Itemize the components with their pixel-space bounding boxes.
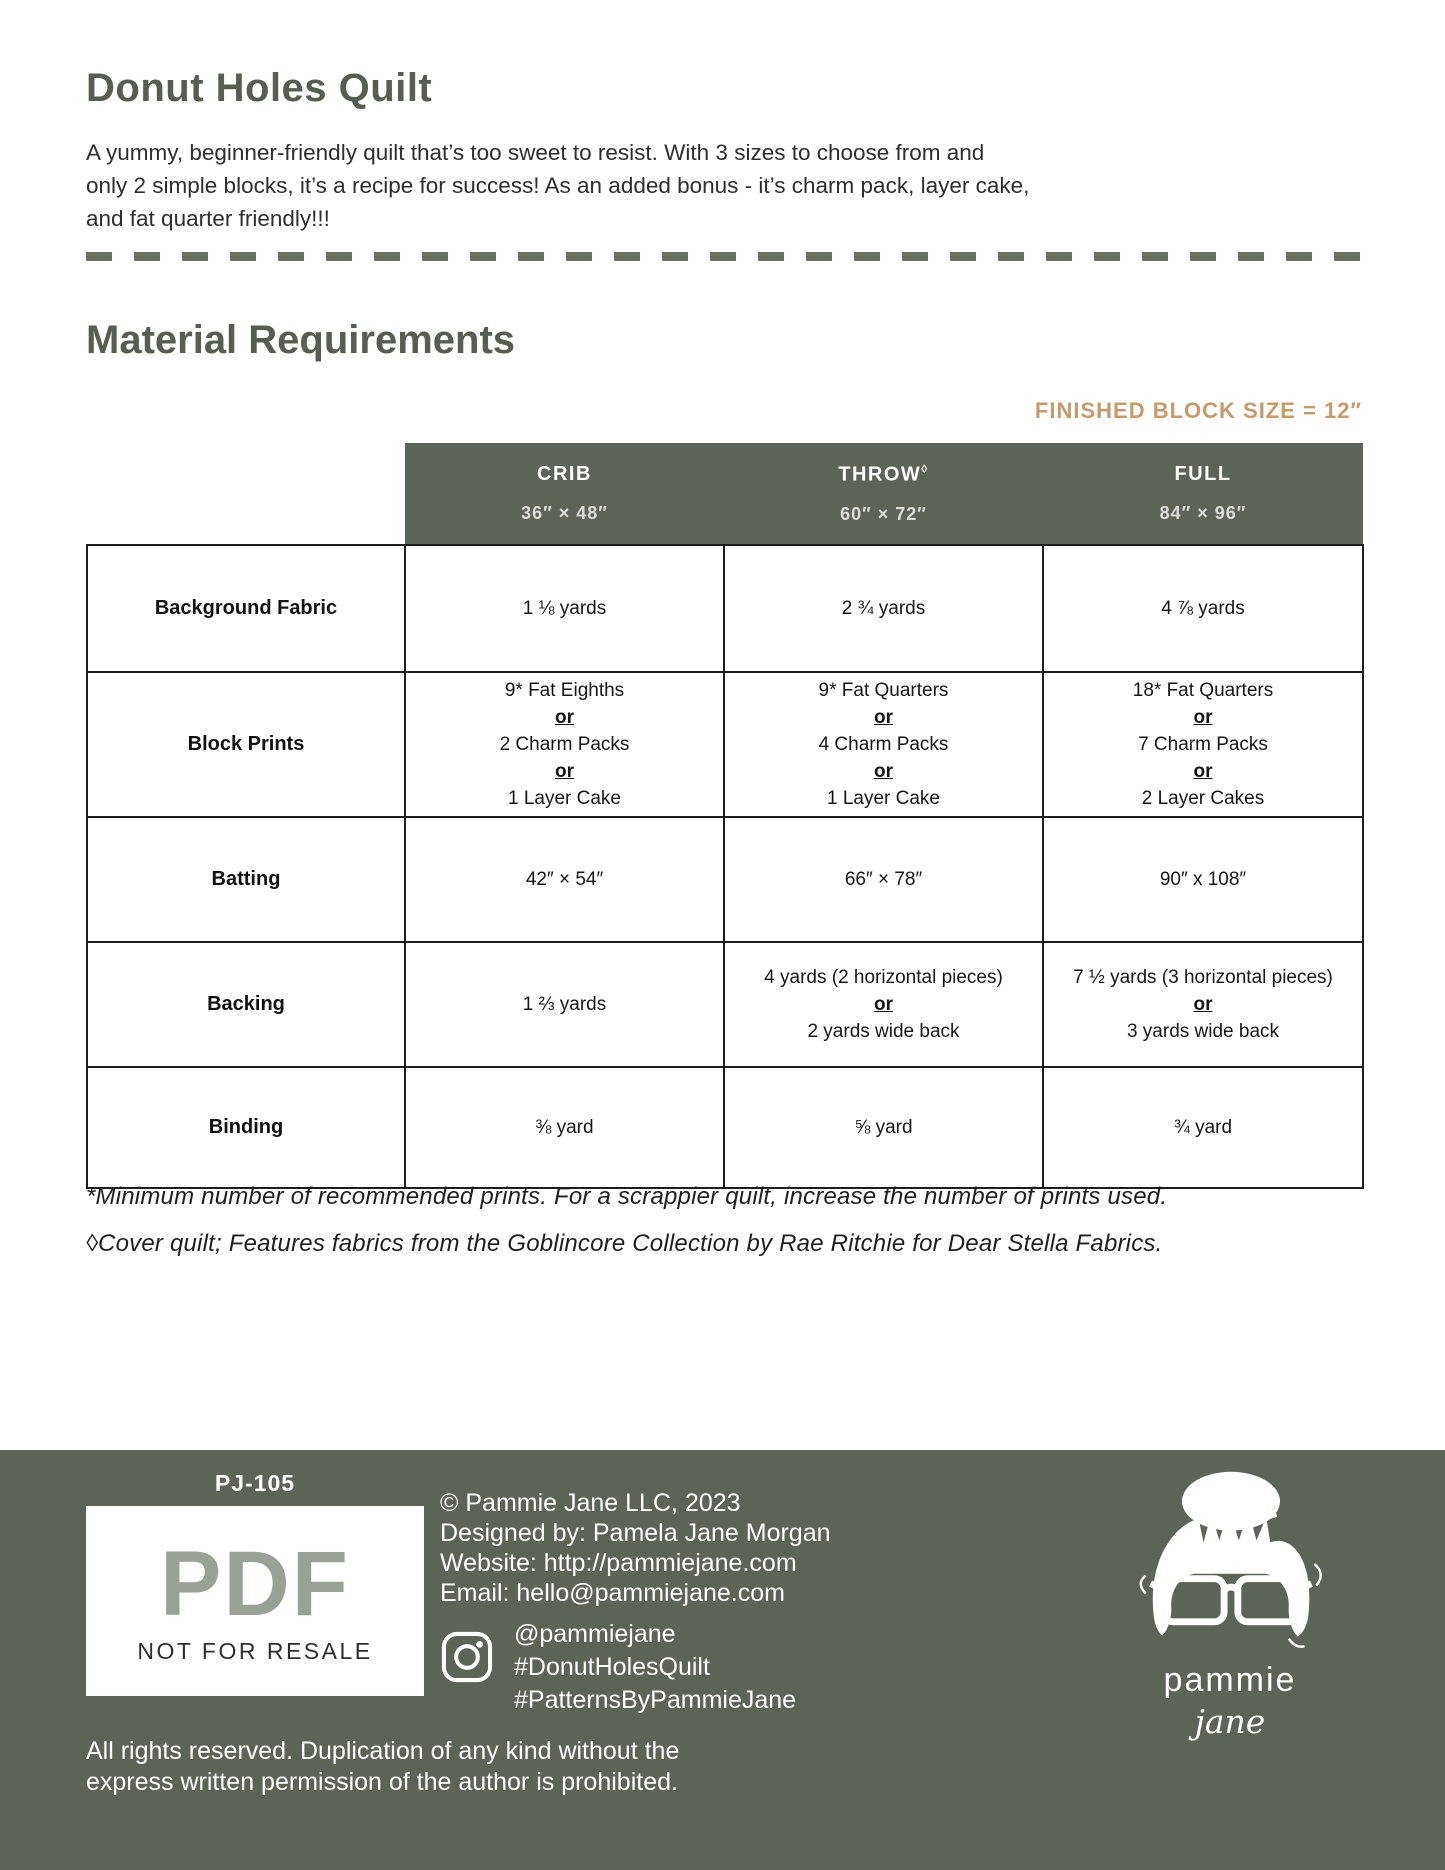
cell-throw bbox=[724, 545, 1043, 672]
cell-full bbox=[1043, 1067, 1363, 1188]
cell-crib bbox=[405, 817, 724, 942]
column-header-throw bbox=[724, 443, 1043, 545]
not-for-resale-label: NOT FOR RESALE bbox=[137, 1637, 373, 1664]
cell-full bbox=[1043, 545, 1363, 672]
designed-by-line: Designed by: Pamela Jane Morgan bbox=[440, 1519, 831, 1547]
row-label: Backing bbox=[87, 942, 405, 1067]
cell-full bbox=[1043, 942, 1363, 1067]
cell-throw bbox=[724, 942, 1043, 1067]
cell-value: 4 ⅞ yards bbox=[1161, 598, 1245, 619]
cell-crib bbox=[405, 1067, 724, 1188]
or-separator: or bbox=[874, 707, 893, 728]
cell-value: 4 yards (2 horizontal pieces) bbox=[764, 967, 1003, 988]
instagram-icon bbox=[440, 1630, 494, 1684]
or-separator: or bbox=[1193, 994, 1213, 1015]
column-header-crib bbox=[405, 443, 724, 545]
cell-value: 1 Layer Cake bbox=[826, 788, 940, 809]
column-size: 36″ × 48″ bbox=[521, 503, 608, 523]
column-name bbox=[724, 462, 1043, 487]
or-separator: or bbox=[874, 994, 893, 1015]
cell-value: 7 Charm Packs bbox=[1138, 734, 1268, 755]
cell-value: 9* Fat Eighths bbox=[504, 680, 625, 701]
instagram-handle: @pammiejane bbox=[514, 1620, 676, 1648]
column-size: 60″ × 72″ bbox=[840, 503, 927, 524]
row-label: Block Prints bbox=[87, 672, 405, 817]
column-name-text: CRIB bbox=[537, 463, 592, 485]
cell-value: 2 Charm Packs bbox=[499, 734, 630, 755]
table-row-block-prints bbox=[87, 672, 1363, 817]
cell-throw bbox=[724, 672, 1043, 817]
website-line: Website: http://pammiejane.com bbox=[440, 1549, 797, 1577]
hashtag-donut-holes-quilt: #DonutHolesQuilt bbox=[514, 1653, 710, 1681]
cell-value: 18* Fat Quarters bbox=[1132, 680, 1274, 701]
cell-value: 4 Charm Packs bbox=[818, 734, 949, 755]
page-title: Donut Holes Quilt bbox=[86, 66, 433, 110]
cell-value: 1 Layer Cake bbox=[507, 788, 621, 809]
dashed-divider bbox=[86, 252, 1362, 261]
cell-throw bbox=[724, 1067, 1043, 1188]
throw-footnote-marker: ◊ bbox=[921, 462, 929, 477]
column-header-full bbox=[1043, 443, 1363, 545]
row-label: Background Fabric bbox=[87, 545, 405, 672]
column-name bbox=[405, 463, 724, 486]
email-line: Email: hello@pammiejane.com bbox=[440, 1579, 785, 1607]
cell-value: 3 yards wide back bbox=[1126, 1021, 1280, 1042]
table-row-background-fabric bbox=[87, 545, 1363, 672]
copyright-line: © Pammie Jane LLC, 2023 bbox=[440, 1489, 741, 1517]
cell-value: 90″ x 108″ bbox=[1159, 869, 1247, 890]
logo-wordmark-jane: jane bbox=[1194, 1702, 1266, 1741]
row-label: Batting bbox=[87, 817, 405, 942]
cell-value: 66″ × 78″ bbox=[844, 869, 923, 890]
cell-value: 7 ½ yards (3 horizontal pieces) bbox=[1073, 967, 1333, 988]
logo-wordmark-pammie: pammie bbox=[1163, 1661, 1297, 1699]
cell-value: 2 ¾ yards bbox=[841, 598, 926, 619]
cell-value: 1 ⅔ yards bbox=[522, 994, 607, 1015]
or-separator: or bbox=[555, 761, 574, 782]
footer-band bbox=[0, 1450, 1445, 1870]
column-size: 84″ × 96″ bbox=[1159, 503, 1247, 523]
social-handles bbox=[514, 1618, 796, 1717]
column-name-text: FULL bbox=[1174, 463, 1232, 485]
cell-value: 9* Fat Quarters bbox=[818, 680, 949, 701]
footnote-minimum-prints: *Minimum number of recommended prints. For a scrappier quilt, increase the number of prints used. bbox=[86, 1183, 1168, 1210]
table-row-binding bbox=[87, 1067, 1363, 1188]
cell-value: 1 ⅛ yards bbox=[522, 598, 607, 619]
pattern-number: PJ-105 bbox=[214, 1470, 296, 1496]
pdf-label: PDF bbox=[160, 1532, 350, 1635]
section-title: Material Requirements bbox=[86, 318, 516, 362]
finished-block-size-note: FINISHED BLOCK SIZE = 12″ bbox=[1034, 398, 1362, 423]
or-separator: or bbox=[874, 761, 893, 782]
rights-statement: All rights reserved. Duplication of any kind without the express written permission of the author is prohibited. bbox=[86, 1737, 680, 1796]
column-name-text: THROW bbox=[838, 463, 922, 486]
table-corner-cell bbox=[87, 443, 405, 545]
column-name bbox=[1043, 463, 1363, 486]
intro-text: A yummy, beginner-friendly quilt that’s too sweet to resist. With 3 sizes to choose from and only 2 simple blocks, it’s a recipe for success! As an added bonus - it’s charm pack, layer cake, and fat quarter friendly!!! bbox=[86, 140, 1030, 231]
hashtag-patterns-by-pammie-jane: #PatternsByPammieJane bbox=[514, 1686, 797, 1714]
table-header-row bbox=[87, 443, 1363, 545]
row-label: Binding bbox=[87, 1067, 405, 1188]
cell-value: 2 Layer Cakes bbox=[1141, 788, 1265, 809]
cell-crib bbox=[405, 942, 724, 1067]
or-separator: or bbox=[555, 707, 574, 728]
pdf-not-for-resale-badge bbox=[86, 1506, 424, 1696]
cell-full bbox=[1043, 817, 1363, 942]
cell-crib bbox=[405, 672, 724, 817]
cell-value: 2 yards wide back bbox=[807, 1021, 960, 1042]
cell-value: 42″ × 54″ bbox=[525, 869, 604, 890]
table-row-batting bbox=[87, 817, 1363, 942]
footnote-cover-quilt: ◊Cover quilt; Features fabrics from the Goblincore Collection by Rae Ritchie for Dear Stella Fabrics. bbox=[86, 1230, 1163, 1257]
table-row-backing bbox=[87, 942, 1363, 1067]
cell-value: ⅜ yard bbox=[535, 1117, 594, 1138]
or-separator: or bbox=[1193, 761, 1213, 782]
cell-value: ⅝ yard bbox=[854, 1117, 913, 1138]
materials-table bbox=[86, 443, 1364, 1189]
or-separator: or bbox=[1193, 707, 1213, 728]
cell-throw bbox=[724, 817, 1043, 942]
cell-crib bbox=[405, 545, 724, 672]
social-row bbox=[440, 1618, 796, 1717]
bun-and-glasses-logo-icon bbox=[1122, 1462, 1338, 1662]
pammie-jane-logo bbox=[1093, 1462, 1367, 1741]
cell-full bbox=[1043, 672, 1363, 817]
cell-value: ¾ yard bbox=[1173, 1117, 1233, 1138]
copyright-block bbox=[440, 1488, 831, 1608]
